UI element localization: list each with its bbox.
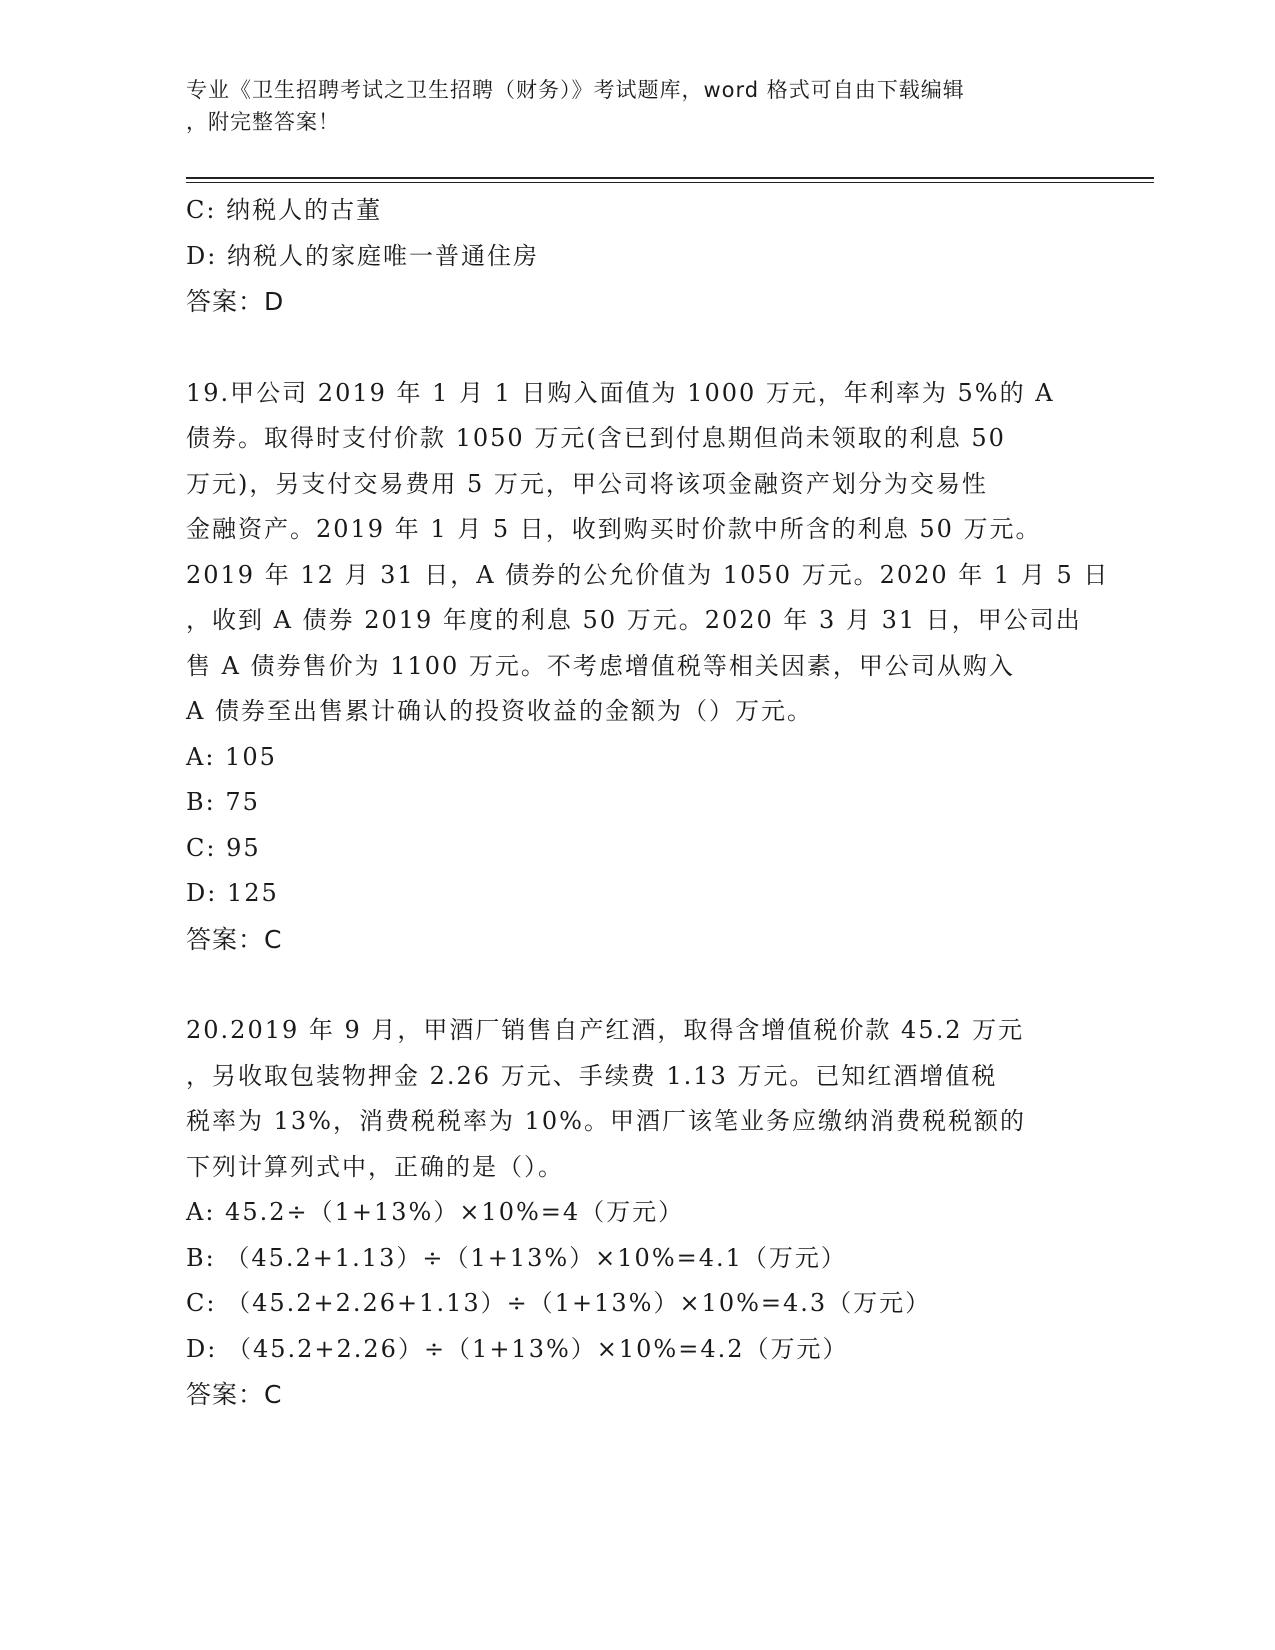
question-text-line: 万元)，另支付交易费用 5 万元，甲公司将该项金融资产划分为交易性 (186, 469, 988, 498)
question-text-line: 售 A 债券售价为 1100 万元。不考虑增值税等相关因素，甲公司从购入 (186, 651, 1015, 680)
option-d: D: 纳税人的家庭唯一普通住房 (186, 241, 539, 270)
question-content (186, 188, 1110, 1418)
previous-question-tail (186, 188, 1086, 325)
option-d: D: （45.2+2.26）÷（1+13%）×10%=4.2（万元） (186, 1334, 849, 1363)
question-text-line: 债券。取得时支付价款 1050 万元(含已到付息期但尚未领取的利息 50 (186, 424, 1006, 452)
option-c: C: 95 (186, 833, 261, 862)
header-rule-thick (186, 177, 1154, 179)
question-text-line: 19.甲公司 2019 年 1 月 1 日购入面值为 1000 万元，年利率为 5%的 A (186, 378, 1055, 407)
option-a: A: 45.2÷（1+13%）×10%=4（万元） (186, 1198, 685, 1226)
question-text-line: ，收到 A 债券 2019 年度的利息 50 万元。2020 年 3 月 31 日，甲公司出 (186, 606, 1082, 634)
question-20 (186, 1008, 1086, 1418)
option-c: C: （45.2+2.26+1.13）÷（1+13%）×10%=4.3（万元） (186, 1289, 932, 1317)
option-a: A: 105 (186, 742, 277, 771)
question-text-line: 20.2019 年 9 月，甲酒厂销售自产红酒，取得含增值税价款 45.2 万元 (186, 1016, 1025, 1044)
question-text-line: ，另收取包装物押金 2.26 万元、手续费 1.13 万元。已知红酒增值税 (186, 1061, 998, 1090)
answer-label: 答案：C (186, 1380, 283, 1409)
question-text-line: 税率为 13%，消费税税率为 10%。甲酒厂该笔业务应缴纳消费税税额的 (186, 1107, 1026, 1135)
question-text-line: 金融资产。2019 年 1 月 5 日，收到购买时价款中所含的利息 50 万元。 (186, 515, 1042, 543)
answer-label: 答案：D (186, 287, 285, 316)
question-19 (186, 371, 1110, 963)
header-rule-thin (186, 182, 1154, 183)
header-line-2: ，附完整答案！ (186, 110, 340, 134)
option-b: B: 75 (186, 788, 260, 816)
question-text-line: 下列计算列式中，正确的是（）。 (186, 1152, 564, 1181)
question-gap (186, 962, 1086, 1008)
document-header (186, 74, 1086, 138)
option-c: C: 纳税人的古董 (186, 196, 383, 224)
question-text-line: 2019 年 12 月 31 日，A 债券的公允价值为 1050 万元。2020 年 1 月 5 日 (186, 560, 1110, 589)
question-text-line: A 债券至出售累计确认的投资收益的金额为（）万元。 (186, 697, 813, 725)
header-line-1: 专业《卫生招聘考试之卫生招聘（财务）》考试题库，word 格式可自由下载编辑 (186, 78, 965, 102)
option-b: B: （45.2+1.13）÷（1+13%）×10%=4.1（万元） (186, 1243, 847, 1272)
option-d: D: 125 (186, 879, 279, 907)
question-gap (186, 325, 1086, 371)
answer-label: 答案：C (186, 924, 283, 954)
